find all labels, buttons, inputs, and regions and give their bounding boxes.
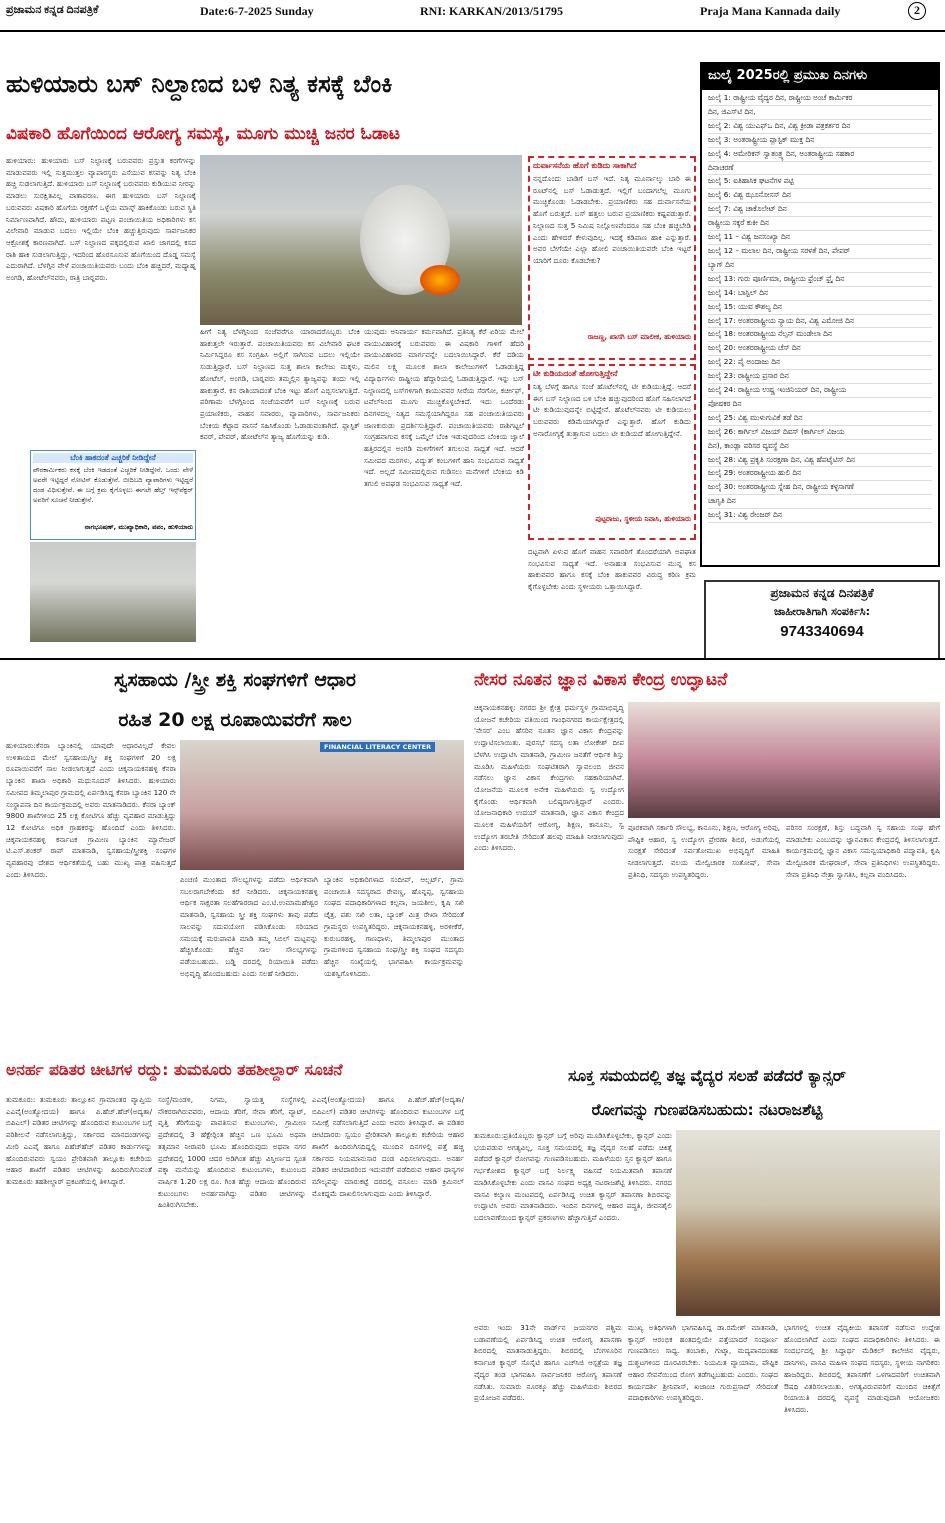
masthead-paper-name: Praja Mana Kannada daily [700, 4, 841, 18]
story5-headline-line-2: ರೋಗವನ್ನು ಗುಣಪಡಿಸಬಹುದು: ನಟರಾಜಶೆಟ್ಟಿ [591, 1101, 823, 1119]
july-day-item: ಜಾಗೃತಿ ದಿನ [708, 495, 932, 509]
story2-column-1: ಹುಳಿಯಾರು:ಕೆನರಾ ಬ್ಯಾಂಕಿನಲ್ಲಿ ಯಾವುದೇ ಆಧಾರವಿಲ್ಲದೆ ಕೇವಲ ಉಳಿತಾಯದ ಮೇಲೆ ಸ್ವಸಹಾಯ/ಸ್ತ್ರೀ ಶಕ್ತಿ ಸಂಘಗಳಿಗೆ 20 ಲಕ್ಷ ರೂಪಾಯಿವರೆಗೆ ಸಾಲ ನೀಡಲಾಗುತ್ತದೆ ಎಂದು ಚಿಕ್ಕನಾಯಕನಹಳ್ಳಿ ಕೆನರಾ ಬ್ಯಾಂಕಿನ ಶಾಖಾ ಅಧಿಕಾರಿ ಮಧುಸೂದನ್ ತಿಳಿಸಿದರು. ಹುಳಿಯಾರು ಸಮೀಪದ ತಿಮ್ಮಲಾಪುರ ಗ್ರಾಮದಲ್ಲಿ ಏರ್ಪಡಿಸಿದ್ದ ಕೆನರಾ ಬ್ಯಾಂಕಿನ 120 ನೇ ಸಂಸ್ಥಾಪನಾ ದಿನ ಕಾರ್ಯಕ್ರಮದಲ್ಲಿ ಅವರು ಮಾತನಾಡಿದರು. ಕೆನರಾ ಬ್ಯಾಂಕ್ 9800 ಶಾಖೆಗಳಿಂದ 25 ಲಕ್ಷ ಕೋಟಿಗೂ ಹೆಚ್ಚು ವ್ಯವಹಾರ ಮಾಡುತ್ತಿದ್ದು 12 ಕೋಟಿಗೂ ಅಧಿಕ ಗ್ರಾಹಕರನ್ನು ಹೊಂದಿದೆ ಎಂದು ತಿಳಿಸಿದರು. ಚಿಕ್ಕನಾಯಕನಹಳ್ಳಿ ಕರ್ನಾಟಕ ಗ್ರಾಮೀಣ ಬ್ಯಾಂಕಿನ ಮ್ಯಾನೇಜರ್ ಟಿ.ಎಸ್.ಶಂಕರ್ ರಾವ್ ಮಾತನಾಡಿ, ಸ್ವಸಹಾಯ/ಸ್ತ್ರೀಶಕ್ತಿ ಸಂಘಗಳ ವ್ಯವಹಾರವು ದೇಶದ ಆರ್ಥಿಕತೆಯಲ್ಲಿ ಬಹು ಮುಖ್ಯ ಪಾತ್ರ ವಹಿಸುತ್ತದೆ ಎಂದು ತಿಳಿಸಿದರು. [6, 741, 176, 879]
july-day-item: ಪೋಷಕರ ದಿನ [708, 398, 932, 412]
july-day-item: ಜುಲೈ 14: ಬಾಸ್ಟಿಲ್ ದಿನ [708, 287, 932, 301]
story3-column-2: ಪೂರಕವಾಗಿ ಸರ್ಕಾರಿ ಸೌಲಭ್ಯ, ಕಾನೂನು, ಶಿಕ್ಷಣ, ಆರೋಗ್ಯ ಅರಿವು, ಪೌಷ್ಟಿಕ ಆಹಾರ, ಸ್ವ ಉದ್ಯೋಗ ಪ್ರೇರಣಾ ಶಿಬಿರ, ಅಡುಗೆಯಲ್ಲಿ ಸುರಕ್ಷತೆ ಸೇರಿದಂತೆ ಸರ್ವತೋಮುಖ ಅಭಿವೃದ್ಧಿಗೆ ಮಾಹಿತಿ ನೀಡಲಾಗುತ್ತದೆ. ವಲಯ ಮೇಲ್ವಿಚಾರಕ ಸಂತೋಷ್, ಸೇವಾ ಪ್ರತಿನಿಧಿ, ಸದಸ್ಯರು ಉಪಸ್ಥಿತರಿದ್ದರು. [628, 823, 780, 879]
july-day-item: ಬ್ಯಾಗ್ ದಿನ [708, 259, 932, 273]
story4-column-1: ತುಮಕೂರು: ತುಮಕೂರು ತಾಲ್ಲೂಕಿನ ಗ್ರಾಮಾಂತರ ವ್ಯಾಪ್ತಿಯ ಎಎವೈ(ಅಂತ್ಯೋದಯ) ಹಾಗೂ ಪಿ.ಹೆಚ್.ಹೆಚ್(ಅದ್ಯತಾ/ಬಿಪಿಎಲ್) ಪಡಿತರ ಚೀಟಿಗಳನ್ನು ಹೊಂದಿರುವ ಕುಟುಂಬಗಳ ಬಗ್ಗೆ ಪರಿಶೀಲನೆ ನಡೆಸಲಾಗುತ್ತಿದ್ದು, ಸರ್ಕಾರದ ಮಾನದಂಡಗಳನ್ನು ಮೀರಿ ಎಎವೈ ಹಾಗೂ ಪಿಹೆಚ್‍ಹೆಚ್ ಪಡಿತರ ಕಾರ್ಡುಗಳನ್ನು ಹೊಂದಿರುವವರು ಸ್ವಯಂ ಪ್ರೇರಿತವಾಗಿ ತಾಲ್ಲೂಕು ಕಚೇರಿಯ ಆಹಾರ ಶಾಖೆಗೆ ಪಡಿತರ ಚೀಟಿಗಳನ್ನು ಹಿಂದಿರುಗಿಸುವಂತೆ ತುಮಕೂರು ತಹಶೀಲ್ದಾರ್ ಪ್ರಕಟಣೆಯಲ್ಲಿ ತಿಳಿಸಿದ್ದಾರೆ. [6, 1095, 152, 1186]
july-day-item: ದಿನಾಚರಣೆ [708, 162, 932, 176]
story4-headline: ಅನರ್ಹ ಪಡಿತರ ಚೀಟಿಗಳ ರದ್ದು: ತುಮಕೂರು ತಹಶೀಲ್ದಾರ್ ಸೂಚನೆ [6, 1061, 343, 1079]
july-day-item: ಜುಲೈ 23: ರಾಷ್ಟ್ರೀಯ ಪ್ರಸಾರ ದಿನ [708, 370, 932, 384]
section-divider [0, 658, 945, 660]
photo-banner-financial-literacy: FINANCIAL LITERACY CENTER [320, 742, 435, 752]
story2-headline-line-1: ಸ್ವಸಹಾಯ /ಸ್ತ್ರೀ ಶಕ್ತಿ ಸಂಘಗಳಿಗೆ ಆಧಾರ [114, 669, 356, 691]
july-day-item: ಜುಲೈ 30: ಅಂತರರಾಷ್ಟ್ರೀಯ ಸ್ನೇಹ ದಿನ, ರಾಷ್ಟ್ರೀಯ ಕಳ್ಳಸಾಗಣೆ [708, 481, 932, 495]
july-day-item: ಜುಲೈ 26: ಕಾರ್ಗಿಲ್ ವಿಜಯ್ ದಿವಸ್ (ಕಾರ್ಗಿಲ್ ವಿಜಯ [708, 426, 932, 440]
masthead-logo: ಪ್ರಜಾಮನ ಕನ್ನಡ ದಿನಪತ್ರಿಕೆ [6, 4, 99, 16]
story1-column-1: ಹುಳಿಯಾರು: ಹುಳಿಯಾರು ಬಸ್ ನಿಲ್ದಾಣಕ್ಕೆ ಬರುವವರು ಪ್ರಸ್ತುತ ಕರಗೆಗಳನ್ನು ಮಾಡುವವರು ಇಲ್ಲಿ ಸುತ್ತಮುತ್ತಲ ವ್ಯಾಪಾರಸ್ಥರು ಎಸೆಯುವ ಕಸವನ್ನು ನಿತ್ಯ ಬೆಂಕಿ ಹಚ್ಚಿ ಸುಡಲಾಗುತ್ತಿದೆ. ಹುಳಿಯಾರು ಬಸ್ ನಿಲ್ದಾಣಕ್ಕೆ ಬರುವವರು ಕುಡಿಯುವ ನೀರನ್ನು ಮಾಡಲು ಸುರಕ್ಷಿತವಿಲ್ಲ ವಾತಾವರಣ. ಈಗ ಹುಳಿಯಾರು ಬಸ್ ನಿಲ್ದಾಣಕ್ಕೆ ಬರುವವರು ವಿಷಕಾರಿ ಹೊಗೆಯ ರಕ್ತಣೆಗೆ ಒಳ್ಳೆಯ ಮಾಸ್ಕ್ ಹಾಕಿಕೊಂಡು ಬರುವ ಸ್ಥಿತಿ ನಿರ್ಮಾಣವಾಗಿದೆ. ಹೌದು, ಹುಳಿಯಾರು ಪಟ್ಟಣ ಪಂಚಾಯಿತಿಯ ಅಧಿಕಾರಿಗಳು ಕಸ ವಿಲೇವಾರಿ ಮಾಡುವ ಬದಲು ಇಲ್ಲಿಯೇ ಬೆಂಕಿ ಹಚ್ಚುತ್ತಿರುವುದು ಸಾರ್ವಜನಿಕರ ಆಕ್ರೋಶಕ್ಕೆ ಕಾರಣವಾಗಿದೆ. ಬಸ್ ನಿಲ್ದಾಣದ ಪಕ್ಕದಲ್ಲಿರುವ ಖಾಲಿ ಜಾಗದಲ್ಲಿ ಕಸದ ರಾಶಿ ಹಾಕಿ ಸುಡಲಾಗುತ್ತಿದ್ದು, ಇದರಿಂದ ಹೊರಸೂಸುವ ಹೊಗೆಯಿಂದ ದೊಡ್ಡ ಸಮಸ್ಯೆ ಎದುರಾಗಿದೆ. ಬೆಳಗ್ಗಿನ ವೇಳೆ ಪಂಚಾಯಿತಿಯವರು ಬಂದು ಬೆಂಕಿ ಹಚ್ಚಿದರೆ, ಮಧ್ಯಾಹ್ನ ಅಂಗಡಿ, ಹೋಟೆಲ್‍ನವರು, ರಾತ್ರಿ ಬಾರ್‍ನವರು. [6, 156, 196, 283]
story3-headline: ನೇಸರ ನೂತನ ಜ್ಞಾನ ವಿಕಾಸ ಕೇಂದ್ರ ಉದ್ಘಾಟನೆ [474, 670, 728, 690]
quote-box-bus-owner-text: ನನ್ನದೊಂದು ಬಾಡಿಗೆ ಬಸ್ ಇದೆ. ನಿತ್ಯ ಮೂರ್ನಾಲ್ಕು ಬಾರಿ ಈ ರೂಟ್‍ನಲ್ಲಿ ಬಸ್ ಓಡಾಡುತ್ತದೆ. ಇಲ್ಲಿಗೆ ಬಂದಾಗಲೆಲ್ಲ ಮೂಗು ಮುಚ್ಚಿಕೊಂಡು ಓಡಾಡಬೇಕು. ಪ್ರಯಾಣಿಕರು ಸಹ ದುರ್ವಾಸನೆಯ ಹೊಗೆ ಬರುತ್ತದೆ. ಬಸ್ ಹತ್ತಲು ಬರುವ ಪ್ರಯಾಣಿಕರು ಕಷ್ಟಪಡುತ್ತಾರೆ. ನಿಲ್ದಾಣದ ಸುತ್ತ 5 ನಿಮಿಷ ನಿಲ್ಲೋಣವೆಂದರೂ ಸಹ ಬೆಂಕಿ ಹಚ್ಚಬೇಡಿ ಎಂದು ಹೇಳಿದರೆ ಕೇಳುವುದಿಲ್ಲ. ಇದಕ್ಕೆ ಕಡಿವಾಣ ಹಾಕಿ ಎನ್ನುತ್ತಾರೆ. ಅವರ ಬೇಗೆಯೇ ಎಲ್ಲಾ ಹೋಲಿ ಪಂಚಾಯಿತಿಯವರೇ ಬೆಂಕಿ ಇಟ್ಟರೆ ಯಾರಿಗೆ ದೂರು ಕೊಡಬೇಕು? [533, 174, 691, 265]
july-day-item: ಜುಲೈ 7: ವಿಶ್ವ ಚಾಕೊಲೇಟ್ ದಿನ [708, 203, 932, 217]
quote-box-resident [528, 364, 696, 540]
july-day-item: ಜುಲೈ 28: ವಿಶ್ವ ಪ್ರಕೃತಿ ಸಂರಕ್ಷಣಾ ದಿನ, ವಿಶ್ವ ಹೆಪಟೈಟಿಸ್ ದಿನ [708, 454, 932, 468]
story1-photo-smoke [30, 542, 196, 642]
quote-box-resident-title: ಟೀ ಕುಡಿಯದಂತೆ ಹೋಗುತ್ತಿದ್ದೇನೆ [533, 369, 618, 378]
july-day-item: ಜುಲೈ 1: ರಾಷ್ಟ್ರೀಯ ವೈದ್ಯರ ದಿನ, ರಾಷ್ಟ್ರೀಯ ಅಂಚೆ ಕಾರ್ಮಿಕರ [708, 92, 932, 106]
story1-conclusion: ದಟ್ಟವಾಗಿ ಏಳುವ ಹೊಗೆ ವಾಹನ ಸವಾರರಿಗೆ ತೊಂದರೆಯಾಗಿ ಅಪಘಾತ ಸಂಭವಿಸುವ ಸಾಧ್ಯತೆ ಇದೆ. ಅನಾಹುತ ಸಂಭವಿಸುವ ಮುನ್ನ ಕಸ ಹಾಕುವವರ ಹಾಗೂ ಕಸಕ್ಕೆ ಬೆಂಕಿ ಹಾಕುವವರ ವಿರುದ್ಧ ಕಠಿಣ ಕ್ರಮ ಕೈಗೊಳ್ಳಬೇಕು ಎಂದು ಸ್ಥಳೀಯರು ಒತ್ತಾಯಿಸಿದ್ದಾರೆ. [528, 547, 696, 592]
july-day-item: ರಾಷ್ಟ್ರೀಯ ಸಕ್ಕರೆ ಕುಕೀ ದಿನ [708, 217, 932, 231]
july-important-days-box [700, 62, 940, 567]
story1-photo-burning-garbage [200, 155, 522, 325]
july-day-item: ಜುಲೈ 5: ಐತಿಹಾಸಿಕ ಘಟನೆಗಳ ಪಟ್ಟಿ [708, 175, 932, 189]
masthead-rni: RNI: KARKAN/2013/51795 [420, 4, 563, 18]
story4-column-2: ಸಂಸ್ಥೆ/ಮಂಡಳಿ, ನಿಗಮ, ಸ್ವಾಯತ್ತ ಸಂಸ್ಥೆಗಳಲ್ಲಿ ನೌಕರರಾಗಿರುವವರು, ಆದಾಯ ತೆರಿಗೆ, ಸೇವಾ ತೆರಿಗೆ, ವ್ಯಾಟ್, ವೃತ್ತಿ ತೆರಿಗೆಯನ್ನು ಪಾವತಿಸುವ ಕುಟುಂಬಗಳು, ಗ್ರಾಮೀಣ ಪ್ರದೇಶದಲ್ಲಿ 3 ಹೆಕ್ಟೇರ್‍ಗಿಂತ ಹೆಚ್ಚಿನ ಒಣ ಭೂಮಿ ಅಥವಾ ತತ್ಸಮಾನ ನೀರಾವರಿ ಭೂಮಿ ಹೊಂದಿರುವುದು ಅಥವಾ ನಗರ ಪ್ರದೇಶದಲ್ಲಿ 1000 ಚದರ ಅಡಿಗಿಂತ ಹೆಚ್ಚು ವಿಸ್ತೀರ್ಣದ ಸ್ವಂತ ಪಕ್ಕಾ ಮನೆಯನ್ನು ಹೊಂದಿರುವ ಕುಟುಂಬಗಳು, ಕುಟುಂಬದ ವಾರ್ಷಿಕ 1.20 ಲಕ್ಷ ರೂ. ಗಿಂತ ಹೆಚ್ಚು ಆದಾಯ ಹೊಂದಿರುವ ಕುಟುಂಬಗಳು ಅನರ್ಹವಾಗಿದ್ದು ಪಡಿತರ ಚೀಟಿಗಳನ್ನು ಹಿಂತಿರುಗಿಸಬೇಕು. [158, 1095, 306, 1210]
story5-column-2: ಮುಖ್ಯ ಅತಿಥಿಗಳಾಗಿ ಭಾಗವಹಿಸಿದ್ದ ಡಾ.ರಮೇಶ್ ಮಾತನಾಡಿ, ಕ್ಯಾನ್ಸರ್ ಆರಂಭಿಕ ಹಂತದಲ್ಲಿಯೇ ಪತ್ತೆಯಾದರೆ ಸಂಪೂರ್ಣ ಗುಣಪಡಿಸಲು ಸಾಧ್ಯ. ತಂಬಾಕು, ಗುಟ್ಕಾ, ಮದ್ಯಪಾನದಂತಹ ದುಶ್ಚಟಗಳಿಂದ ದೂರವಿರಬೇಕು. ನಿಯಮಿತ ವ್ಯಾಯಾಮ, ಪೌಷ್ಟಿಕ ಆಹಾರ ಸೇವನೆಯಿಂದ ರೋಗ ತಡೆಗಟ್ಟಬಹುದು ಎಂದರು. ಸಂಘದ ಕಾರ್ಯದರ್ಶಿ ಶ್ರೀನಿವಾಸ್, ಖಜಾಂಚಿ ಗುರುಪ್ರಸಾದ್ ಸೇರಿದಂತೆ ಪದಾಧಿಕಾರಿಗಳು ಉಪಸ್ಥಿತರಿದ್ದರು. [628, 1323, 778, 1403]
quote-box-chief-officer [30, 450, 196, 540]
ad-paper-name: ಪ್ರಜಾಮನ ಕನ್ನಡ ದಿನಪತ್ರಿಕೆ [770, 586, 874, 600]
story5-headline-line-1: ಸೂಕ್ತ ಸಮಯದಲ್ಲಿ ತಜ್ಞ ವೈದ್ಯರ ಸಲಹೆ ಪಡೆದರೆ ಕ್ಯಾನ್ಸರ್ [568, 1067, 846, 1085]
quote-box-chief-officer-text: ಪೌರಕಾರ್ಮಿಕರು ಕಸಕ್ಕೆ ಬೆಂಕಿ ಇಡದಂತೆ ಎಚ್ಚರಿಕೆ ನೀಡಿದ್ದೇನೆ. ಒಂದು ವೇಳೆ ಅವರೇ ಇಟ್ಟಿದ್ದರೆ ನೋಟಿಸ್ ಕೊಡುತ್ತೇನೆ. ಬೀದಿಬದಿ ವ್ಯಾಪಾರಿಗಳು ಇಟ್ಟಿದ್ದರೆ ದಂಡ ವಿಧಿಸುತ್ತೇವೆ. ಈ ಬಗ್ಗೆ ಕ್ರಮ ಕೈಗೊಳ್ಳಲು ಈಗಲೇ ಹೆಲ್ತ್ ಇನ್ಸ್‌ಪೆಕ್ಟರ್ ಅವರಿಗೆ ಸೂಚನೆ ನೀಡುತ್ತೇನೆ. [33, 466, 193, 504]
story1-column-3: ಯುವುದು ಅನಿವಾರ್ಯ ಕರ್ಮವಾಗಿದೆ. ಪ್ರತಿನಿತ್ಯ ಕೆರೆ ಏರಿಯ ಮೇಲೆ ವಾಯುವಿಹಾರಕ್ಕೆ ಬರುವವರು ಈ ವಿಷಕಾರಿ ಗಾಳಿಗೆ ಹೆದರಿ ವಾಯುವಿಹಾರದ ಮಾರ್ಗವನ್ನೇ ಬದಲಾಯಿಸಿದ್ದಾರೆ. ಕೆರೆ ದಡಿಯ ಮಲಿನ ಲಕ್ಷ್ಯ ಮೂಲಕ ಶಾಲಾ ಕಾಲೇಜುಗಳಿಗೆ ಓಡಾಡುತ್ತಿದ್ದ ವಿದ್ಯಾರ್ಥಿಗಳು ರಾಷ್ಟ್ರೀಯ ಹೆದ್ದಾರಿಯಲ್ಲಿ ಓಡಾಡುತ್ತಿದ್ದಾರೆ. ಇನ್ನು ಬಸ್ ನಿಲ್ದಾಣದಲ್ಲಿ ಬಸ್‍ಗಳಿಗಾಗಿ ಕಾಯುವವರ ಸೀರೆಯ ಸೆರಗೋ, ಕರ್ಚೀಫ್, ಟವೆಲ್‍ನಿಂದ ಮೂಗು ಮುಚ್ಚಿಕೊಳ್ಳಬೇಕಿದೆ. ಇದು ಒಂದೆರಡು ದಿನಗಳದಲ್ಲ ನಿತ್ಯದ ಸಮಸ್ಯೆಯಾಗಿದ್ದರೂ ಸಹ ಪಂಚಾಯಿತಿಯವರು ಜಾಣಕುರುಡು ಪ್ರದರ್ಶಿಸುತ್ತಿದ್ದಾರೆ. ಪಂಚಾಯಿತಿಯವರು ರಾಶಿಗಟ್ಟಲೆ ಸಂಗ್ರಹವಾಗುವ ಕಸಕ್ಕೆ ಒಮ್ಮೆಲೆ ಬೆಂಕಿ ಇಡುವುದರಿಂದ ಬೆಂಕಿಯ ಜ್ವಾಲೆ ಹತ್ತಿರದಲ್ಲಿನ ಅಂಗಡಿ ಮಳಿಗೆಗಳಿಗೆ ತಗುಲುವ ಸಾಧ್ಯತೆ ಇದೆ. ಆದರೆ ಸಮೀಪದ ಮರಗಳು, ವಿದ್ಯುತ್ ಕಂಬಗಳಿಗೆ ಹಾನಿ ಸಂಭವಿಸುವ ಸಾಧ್ಯತೆ ಇದೆ. ಅಲ್ಲದೆ ಸಮೀಪದಲ್ಲಿರುವ ಗುಡಿಸಲು ಮನೆಗಳಿಗೆ ಬೆಂಕಿಯ ಕಿಡಿ ತಗುಲಿ ಅವಘಡ ಸಂಭವಿಸುವ ಸಾಧ್ಯತೆ ಇದೆ. [364, 327, 524, 489]
july-day-item: ಜುಲೈ 11 – ವಿಶ್ವ ಜನಸಂಖ್ಯಾ ದಿನ [708, 231, 932, 245]
story1-headline: ಹುಳಿಯಾರು ಬಸ್ ನಿಲ್ದಾಣದ ಬಳಿ ನಿತ್ಯ ಕಸಕ್ಕೆ ಬೆಂಕಿ [6, 70, 393, 98]
story5-column-3: ಭಾಗಗಳಲ್ಲಿ ಉಚಿತ ವೈದ್ಯಕೀಯ ತಪಾಸಣೆ ನಡೆಸುವ ಉದ್ದೇಶ ಹೊಂದಲಾಗಿದೆ ಎಂದು ಸಂಘದ ಪದಾಧಿಕಾರಿಗಳು ತಿಳಿಸಿದರು. ಈ ಸಂದರ್ಭದಲ್ಲಿ ಶ್ರೀ ಸಿದ್ಧಾರ್ಥ ಮೆಡಿಕಲ್ ಕಾಲೇಜಿನ ವೈದ್ಯರು, ದಾನಿಗಳು, ವಾಸವಿ ಮಹಿಳಾ ಸಂಘದ ಸದಸ್ಯರು, ಸ್ಥಳೀಯ ನಾಗರಿಕರು ಹಾಜರಿದ್ದರು. ಶಿಬಿರದಲ್ಲಿ ತಪಾಸಣೆಗೆ ಒಳಗಾದವರಿಗೆ ಉಚಿತವಾಗಿ ಔಷಧಿ ವಿತರಿಸಲಾಯಿತು. ಅಗತ್ಯವಿರುವವರಿಗೆ ಮುಂದಿನ ಚಿಕಿತ್ಸೆಗೆ ರಿಯಾಯಿತಿ ದರದಲ್ಲಿ ವ್ಯವಸ್ಥೆ ಮಾಡುವುದಾಗಿ ಆಯೋಜಕರು ತಿಳಿಸಿದರು. [784, 1323, 940, 1414]
quote-box-chief-officer-title: ಬೆಂಕಿ ಹಾಕದಂತೆ ಎಚ್ಚರಿಕೆ ನೀಡಿದ್ದೇನೆ [33, 453, 193, 463]
quote-box-resident-text: ನಿತ್ಯ ಬೆಳಗ್ಗೆ ಹಾಗೂ ಸಂಜೆ ಹೊಟೆಲ್‍ನಲ್ಲಿ ಟೀ ಕುಡಿಯುತ್ತಿದ್ದೆ. ಆದರೆ ಈಗ ಬಸ್ ನಿಲ್ದಾಣದ ಬಳಿ ಬೆಂಕಿ ಹಚ್ಚುವುದರಿಂದ ಹೊಗೆ ಸಹಿಸಲಾಗದೆ ಟೀ ಕುಡಿಯುವುದನ್ನೇ ಬಿಟ್ಟಿದ್ದೇನೆ. ಹೊಟೆಲ್‍ನವರು ಟೀ ಕುಡಿಯಲು ಬರುವವರು ಕಡಿಮೆಯಾಗಿದ್ದಾರೆ ಎನ್ನುತ್ತಾರೆ. ಹೊಗೆ ಕುಡಿದು ಅನಾರೋಗ್ಯಕ್ಕೆ ತುತ್ತಾಗುವ ಬದಲು ಟೀ ಕುಡಿಯದೆ ಹೋಗುತ್ತಿದ್ದೇನೆ. [533, 382, 691, 438]
story2-headline-line-2: ರಹಿತ 20 ಲಕ್ಷ ರೂಪಾಯಿವರೆಗೆ ಸಾಲ [118, 709, 352, 731]
ad-phone-number: 9743340694 [780, 623, 864, 640]
july-day-item: ಜುಲೈ 20: ಅಂತರರಾಷ್ಟ್ರೀಯ ಚೆಸ್ ದಿನ [708, 342, 932, 356]
quote-box-bus-owner-signature: ರಾಜಣ್ಣ, ಖಾಸಗಿ ಬಸ್ ಮಾಲೀಕ, ಹುಳಿಯಾರು [587, 333, 691, 341]
july-day-item: ಜುಲೈ 18: ಅಂತರರಾಷ್ಟ್ರೀಯ ನೆಲ್ಸನ್ ಮಂಡೇಲಾ ದಿನ [708, 328, 932, 342]
july-day-item: ಜುಲೈ 29: ಅಂತರರಾಷ್ಟ್ರೀಯ ಹುಲಿ ದಿನ [708, 467, 932, 481]
july-day-item: ಜುಲೈ 4: ಅಮೇರಿಕನ್ ಸ್ವಾತಂತ್ರ್ಯ ದಿನ, ಅಂತರಾಷ್ಟ್ರೀಯ ಸಹಕಾರ [708, 148, 932, 162]
july-day-item: ಜುಲೈ 17: ಅಂತರರಾಷ್ಟ್ರೀಯ ನ್ಯಾಯ ದಿನ, ವಿಶ್ವ ಎಮೋಜಿ ದಿನ [708, 315, 932, 329]
july-day-item: ಜುಲೈ 25: ವಿಶ್ವ ಮುಳುಗುವಿಕೆ ತಡೆ ದಿನ [708, 412, 932, 426]
july-day-item: ಜುಲೈ 6: ವಿಶ್ವ ಝೂನೋಸಸ್ ದಿನ [708, 189, 932, 203]
july-day-item: ಜುಲೈ 15: ಯುವ ಕೌಶಲ್ಯ ದಿನ [708, 301, 932, 315]
quote-box-bus-owner-title: ದುರ್ವಾಸನೆಯ ಹೊಗೆ ಕುಡಿದು ಸಾಕಾಗಿದೆ [533, 161, 637, 170]
july-days-list [702, 90, 938, 525]
july-day-item: ಜುಲೈ 13: ಗುರು ಪೂರ್ಣಿಮಾ, ರಾಷ್ಟ್ರೀಯ ಫ್ರೆಂಚ್ ಫ್ರೈ ದಿನ [708, 273, 932, 287]
july-day-item: ಜುಲೈ 3: ಅಂತರಾಷ್ಟ್ರೀಯ ಪ್ಲಾಸ್ಟಿಕ್ ಮುಕ್ತ ದಿನ [708, 134, 932, 148]
story3-photo-inauguration [628, 702, 940, 818]
july-day-item: ಜುಲೈ 2: ವಿಶ್ವ ಯುಎಫ್ಒ ದಿನ, ವಿಶ್ವ ಕ್ರೀಡಾ ಪತ್ರಕರ್ತರ ದಿನ [708, 120, 932, 134]
masthead [0, 0, 945, 32]
story1-column-2: ಹೀಗೆ ನಿತ್ಯ ಬೆಳಗ್ಗಿನಿಂದ ಸಂಜೆವರೆಗೂ ಯಾರಾದರೊಬ್ಬರು ಬೆಂಕಿ ಹಾಕುತ್ತಲೇ ಇರುತ್ತಾರೆ. ಪಂಚಾಯಿತಿಯವರು ಕಸ ವಿಲೇವಾರಿ ಘಟಕ ನಿರ್ಮಿಸಿದ್ದರೂ ಕಸ ಸಂಗ್ರಹಿಸಿ ಅಲ್ಲಿಗೆ ಸಾಗಿಸುವ ಬದಲು ಇಲ್ಲಿಯೇ ಸುಡುತ್ತಿದ್ದಾರೆ. ಬಸ್ ನಿಲ್ದಾಣದ ಸುತ್ತ ಶಾಲಾ ಕಾಲೇಜು ಮಕ್ಕಳು, ಹೋಟೆಲ್, ಅಂಗಡಿ, ಬಾರ್‍ನವರು ತಮ್ಮಲ್ಲಿನ ತ್ಯಾಜ್ಯವನ್ನು ತಂದು ಇಲ್ಲಿ ಹಾಕುತ್ತಾರೆ. ಕಸ ರಾಶಿಯಾದಂತೆ ಬೆಂಕಿ ಇಟ್ಟು ಹೊಗೆ ಎಬ್ಬಿಸಲಾಗುತ್ತಿದೆ. ಪರಿಣಾಮ ಬೆಳಗ್ಗಿನಿಂದ ಸಂಜೆಯವರೆಗೆ ಬಸ್ ನಿಲ್ದಾಣಕ್ಕೆ ಬರುವ ಪ್ರಯಾಣಿಕರು, ವಾಹನ ಸವಾರರು, ವ್ಯಾಪಾರಿಗಳು, ಸಾರ್ವಜನಿಕರು ಬೆಂಕಿಯ ಕೆಟ್ಟಾದ ವಾಸನೆ ಸಹಿಸಿಕೊಂಡು ಓಡಾಡುವಂತಾಗಿದೆ. ಪ್ಲಾಸ್ಟಿಕ್ ಕವರ್, ಪೇಪರ್, ಹೋಟೆಲ್‍ನ ತ್ಯಾಜ್ಯ ಹೊಗೆಯನ್ನು ಕುಡಿ. [200, 327, 360, 442]
july-day-item: ದಿನ, ಜಿಎಸ್‌ಟಿ ದಿನ, [708, 106, 932, 120]
story2-column-3: ಬ್ಯಾಂಕಿನ ಅಧಿಕಾರಿಗಳಾದ ಸಂದೀಪ್, ಆಲ್ಬರ್ಟ್, ಗ್ರಾಮ ಪಂಚಾಯಿತಿ ಸದಸ್ಯರಾದ ರೇವಣ್ಣ, ಹೊನ್ನಪ್ಪ, ಸ್ವಸಹಾಯ ಸಂಘದ ಪದಾಧಿಕಾರಿಗಳಾದ ಕಲ್ಪನಾ, ಜಯಶೀಲ, ಕೃಷಿ ಸಖಿ ಚೈತ್ರ, ಪಶು ಸಖಿ ಲತಾ, ಬ್ಯಾಂಕ್ ಮಿತ್ರ ರೇಖಾ ಸೇರಿದಂತೆ ಗ್ರಾಮಸ್ಥರು ಉಪಸ್ಥಿತರಿದ್ದರು. ಚಿಕ್ಕನಾಯಕನಹಳ್ಳಿ, ಅರಳೀಕೆರೆ, ಕುರುಬರಹಳ್ಳಿ, ಗಾಣಧಾಳು, ತಿಮ್ಮಲಾಪುರ ಮುಂತಾದ ಗ್ರಾಮಗಳಿಂದ ಸ್ವಸಹಾಯ ಸಂಘ/ಸ್ತ್ರೀ ಶಕ್ತಿ ಸಂಘದ ಸದಸ್ಯರು ಹೆಚ್ಚಿನ ಸಂಖ್ಯೆಯಲ್ಲಿ ಭಾಗವಹಿಸಿ ಕಾರ್ಯಕ್ರಮವನ್ನು ಯಶಸ್ವಿಗೊಳಿಸಿದರು. [324, 875, 464, 978]
july-day-item: ಜುಲೈ 22: ಪೈ ಅಂದಾಜು ದಿನ [708, 356, 932, 370]
story3-column-1: ಚಿಕ್ಕನಾಯಕನಹಳ್ಳಿ: ನಗರದ ಶ್ರೀ ಕ್ಷೇತ್ರ ಧರ್ಮಸ್ಥಳ ಗ್ರಾಮಾಭಿವೃದ್ಧಿ ಯೋಜನೆ ಕಚೇರಿಯ ವತಿಯಿಂದ ಗಾಂಧಿನಗರದ ಕಾರ್ಯಕ್ಷೇತ್ರದಲ್ಲಿ 'ನೇಸರ' ಎಂಬ ಹೆಸರಿನ ನೂತನ ಜ್ಞಾನ ವಿಕಾಸ ಕೇಂದ್ರವನ್ನು ಉದ್ಘಾಟಿಸಲಾಯಿತು. ಪುರಸಭೆ ಸದಸ್ಯ ಲತಾ ಲೋಕೇಶ್ ದೀಪ ಬೆಳಗಿಸಿ ಉದ್ಘಾಟಿಸಿ ಮಾತನಾಡಿ, ಗ್ರಾಮೀಣ ಜನತೆಗೆ ಆರ್ಥಿಕ ಶಿಸ್ತು ಮೂಡಿಸಿ ಮಹಿಳೆಯರು ಸಂಘಟಿತರಾಗಿ ಸ್ವಾವಲಂಬಿ ಜೀವನ ನಡೆಸಲು ಜ್ಞಾನ ವಿಕಾಸ ಕೇಂದ್ರಗಳು ಸಹಕಾರಿಯಾಗಿವೆ. ಯೋಜನೆಯ ಮೂಲಕ ಅನೇಕ ಮಹಿಳೆಯರು ಸ್ವ ಉದ್ಯೋಗ ಕೈಗೊಂಡು ಆರ್ಥಿಕವಾಗಿ ಬಲಿಷ್ಠರಾಗುತ್ತಿದ್ದಾರೆ ಎಂದರು. ಯೋಜನಾಧಿಕಾರಿ ಉದಯ್ ಮಾತನಾಡಿ, ಜ್ಞಾನ ವಿಕಾಸ ಕೇಂದ್ರದ ಮೂಲಕ ಮಹಿಳೆಯರಿಗೆ ಆರೋಗ್ಯ, ಶಿಕ್ಷಣ, ಕಾನೂನು, ಸ್ವ ಉದ್ಯೋಗ ತರಬೇತಿ ಸೇರಿದಂತೆ ಹಲವು ಮಾಹಿತಿ ನೀಡಲಾಗುವುದು ಎಂದು ತಿಳಿಸಿದರು. [474, 703, 624, 853]
ad-contact-label: ಜಾಹೀರಾತಿಗಾಗಿ ಸಂಪರ್ಕಿಸಿ: [773, 605, 871, 618]
july-box-title: ಜುಲೈ 2025ರಲ್ಲಿ ಪ್ರಮುಖ ದಿನಗಳು [702, 64, 938, 90]
story2-column-2: ಪಿಂಚಣಿ ಮುಂತಾದ ಸೌಲಭ್ಯಗಳನ್ನು ಪಡೆದು ಆರ್ಥಿಕವಾಗಿ ಸಬಲರಾಗಬೇಕೆಂದು ಕರೆ ನೀಡಿದರು. ಚಿಕ್ಕನಾಯಕನಹಳ್ಳಿ ಆರ್ಥಿಕ ಸಾಕ್ಷರತಾ ಸಲಹೆಗಾರರಾದ ಎಂ.ಟಿ.ಉಮಾಮಹೇಶ್ವರ ಮಾತನಾಡಿ, ಸ್ವಸಹಾಯ ಸ್ತ್ರೀ ಶಕ್ತಿ ಸಂಘಗಳು ತಾವು ಪಡೆದ ಸಾಲವನ್ನು ಸದುಪಯೋಗ ಪಡಿಸಿಕೊಂಡು ಸರಿಯಾದ ಸಮಯಕ್ಕೆ ಮರುಪಾವತಿ ಮಾಡಿ ತಮ್ಮ ಸಿಬಿಲ್ ಮಟ್ಟವನ್ನು ಹೆಚ್ಚಿಸಿಕೊಂಡು ಹೆಚ್ಚಿನ ಸಾಲ ಸೌಲಭ್ಯಗಳನ್ನು ಪಡೆಯಬಹುದು. ಬಡ್ಡಿ ದರದಲ್ಲಿ ರಿಯಾಯಿತಿ ಪಡೆದು ಅಭಿವೃದ್ಧಿ ಹೊಂದಬಹುದು ಎಂದು ಸಲಹೆ ನೀಡಿದರು. [180, 875, 318, 978]
quote-box-resident-signature: ಪುಟ್ಟರಾಜು, ಸ್ಥಳೀಯ ನಿವಾಸಿ, ಹುಳಿಯಾರು [595, 515, 691, 523]
story5-photo-health-camp [676, 1130, 940, 1316]
masthead-date: Date:6-7-2025 Sunday [200, 4, 314, 18]
story5-column-1: ಅವರು ಇಂದು 31ನೇ ವಾರ್ಡ್‍ನ ಜಯನಗರ ಪಶ್ಚಿಮ ಬಡಾವಣೆಯಲ್ಲಿ ಏರ್ಪಡಿಸಿದ್ದ ಉಚಿತ ಆರೋಗ್ಯ ತಪಾಸಣಾ ಶಿಬಿರದಲ್ಲಿ ಮಾತನಾಡುತ್ತಿದ್ದರು. ಶಿಬಿರದಲ್ಲಿ ಬೆಂಗಳೂರಿನ ಕರ್ನಾಟಕ ಕ್ಯಾನ್ಸರ್ ಸೊಸೈಟಿ ಹಾಗೂ ಎಚ್‍ಸಿಜಿ ಆಸ್ಪತ್ರೆಯ ತಜ್ಞ ವೈದ್ಯರ ತಂಡ ಭಾಗವಹಿಸಿ ಸಾರ್ವಜನಿಕರ ಆರೋಗ್ಯ ತಪಾಸಣೆ ನಡೆಸಿತು. ಸುಮಾರು ನೂರಕ್ಕೂ ಹೆಚ್ಚು ಮಹಿಳೆಯರು ಶಿಬಿರದ ಪ್ರಯೋಜನ ಪಡೆದರು. [474, 1323, 622, 1403]
july-day-item: ಜುಲೈ 12 – ಮಲಾಲ ದಿನ, ರಾಷ್ಟ್ರೀಯ ಸರಳತೆ ದಿನ, ಪೇಪರ್ [708, 245, 932, 259]
story3-column-3: ಪರಿಸರ ಸಂರಕ್ಷಣೆ, ಶಿಸ್ತು ಬದ್ಧವಾಗಿ ಸ್ವ ಸಹಾಯ ಸಂಘ ಹೇಗೆ ಮಾಡಬೇಕು ಎಂಬುದನ್ನು ಜ್ಞಾನವಿಕಾಸ ಕೇಂದ್ರದಲ್ಲಿ ತಿಳಿಸಲಾಗುತ್ತದೆ. ಕಾರ್ಯಕ್ರಮದಲ್ಲಿ ಜ್ಞಾನ ವಿಕಾಸ ಸಮನ್ವಯಾಧಿಕಾರಿ ಪದ್ಮಾವತಿ, ಕೃಷಿ ಮೇಲ್ವಿಚಾರಕ ಮೇಘರಾಜ್, ಸೇವಾ ಪ್ರತಿನಿಧಿಗಳು ಉಪಸ್ಥಿತರಿದ್ದರು. ಸೇವಾ ಪ್ರತಿನಿಧಿ ನೇತ್ರಾ ಸ್ವಾಗತಿಸಿ, ಕಲ್ಪನಾ ವಂದಿಸಿದರು. [786, 823, 940, 879]
story2-photo-bank-event [180, 740, 464, 870]
quote-box-bus-owner [528, 156, 696, 360]
july-day-item: ಜುಲೈ 31: ವಿಶ್ವ ರೇಂಜರ್ ದಿನ [708, 509, 932, 523]
quote-box-chief-officer-signature: ನಾಗಭೂಷಣ್, ಮುಖ್ಯಾಧಿಕಾರಿ, ಪಪಂ, ಹುಳಿಯಾರು [84, 523, 193, 531]
july-day-item: ಜುಲೈ 24: ರಾಷ್ಟ್ರೀಯ ಉಷ್ಣ ಇಂಜಿನಿಯರ್ ದಿನ, ರಾಷ್ಟ್ರೀಯ [708, 384, 932, 398]
advertisement-box [704, 580, 940, 660]
story4-column-3: ಎಎವೈ(ಅಂತ್ಯೋದಯ) ಹಾಗೂ ಪಿ.ಹೆಚ್.ಹೆಚ್(ಅದ್ಯತಾ/ಬಿಪಿಎಲ್) ಪಡಿತರ ಚೀಟಿಗಳನ್ನು ಹೊಂದಿರುವ ಕುಟುಂಬಗಳ ಬಗ್ಗೆ ಸಮೀಕ್ಷೆ ನಡೆಸಲಾಗುತ್ತಿದೆ ಎಂದು ಅವರು ತಿಳಿಸಿದ್ದಾರೆ. ಈ ಪಡಿತರ ಚೀಟಿದಾರರು ಸ್ವಯಂ ಪ್ರೇರಿತವಾಗಿ ತಾಲ್ಲೂಕು ಕಚೇರಿಯ ಆಹಾರ ಶಾಖೆಗೆ ಹಿಂದಿರುಗಿಸದಿದ್ದಲ್ಲಿ ಮುಂದಿನ ದಿನಗಳಲ್ಲಿ ಪತ್ತೆ ಹಚ್ಚಿ ಸರ್ಕಾರದ ನಿಯಮಾನುಸಾರ ದಂಡ ವಿಧಿಸಲಾಗುವುದು. ಅನರ್ಹ ಪಡಿತರ ಚೀಟಿದಾರರಿಂದ ಇದುವರೆಗೆ ಪಡೆದಿರುವ ಆಹಾರ ಧಾನ್ಯಗಳ ಮೌಲ್ಯವನ್ನು ಮಾರುಕಟ್ಟೆ ದರದಲ್ಲಿ ವಸೂಲು ಮಾಡಿ ಕ್ರಿಮಿನಲ್ ಮೊಕದ್ದಮೆ ದಾಖಲಿಸಲಾಗುವುದು ಎಂದು ತಿಳಿಸಿದ್ದಾರೆ. [312, 1095, 464, 1198]
story5-intro: ತುಮಕೂರು:ಪ್ರತಿಯೊಬ್ಬರು ಕ್ಯಾನ್ಸರ್ ಬಗ್ಗೆ ಅರಿವು ಮೂಡಿಸಿಕೊಳ್ಳಬೇಕು, ಕ್ಯಾನ್ಸರ್ ಎಂದು ಭಯಪಡುವ ಅಗತ್ಯವಿಲ್ಲ, ಸೂಕ್ತ ಸಮಯದಲ್ಲಿ ತಜ್ಞ ವೈದ್ಯರ ಸಲಹೆ ಪಡೆದು ಚಿಕಿತ್ಸೆ ಪಡೆದರೆ ಕ್ಯಾನ್ಸರ್ ರೋಗವನ್ನು ಗುಣಪಡಿಸಬಹುದು. ಮಹಿಳೆಯರು ಸ್ತನ ಕ್ಯಾನ್ಸರ್ ಹಾಗೂ ಗರ್ಭಕೋಶದ ಕ್ಯಾನ್ಸರ್ ಬಗ್ಗೆ ನಿರ್ಲಕ್ಷ್ಯ ವಹಿಸದೆ ನಿಯಮಿತವಾಗಿ ತಪಾಸಣೆ ಮಾಡಿಸಿಕೊಳ್ಳಬೇಕು ಎಂದು ವಾಸವಿ ಸಂಘದ ಅಧ್ಯಕ್ಷ ನಟರಾಜಶೆಟ್ಟಿ ತಿಳಿಸಿದರು. ನಗರದ ವಾಸವಿ ಕಲ್ಯಾಣ ಮಂಟಪದಲ್ಲಿ ಏರ್ಪಡಿಸಿದ್ದ ಉಚಿತ ಕ್ಯಾನ್ಸರ್ ತಪಾಸಣಾ ಶಿಬಿರವನ್ನು ಉದ್ಘಾಟಿಸಿ ಅವರು ಮಾತನಾಡಿದರು. ಇಂದಿನ ದಿನಗಳಲ್ಲಿ ಆಹಾರ ಪದ್ಧತಿ, ಜೀವನಶೈಲಿ ಬದಲಾವಣೆಯಿಂದ ಕ್ಯಾನ್ಸರ್ ಪ್ರಕರಣಗಳು ಹೆಚ್ಚಾಗುತ್ತಿವೆ ಎಂದರು. [474, 1131, 672, 1222]
july-day-item: ದಿನ), ಕಾಂಡ್ಲಾ ಪರಿಸರ ವ್ಯವಸ್ಥೆ ದಿನ [708, 440, 932, 454]
page-number: 2 [908, 2, 926, 20]
story1-subhead: ವಿಷಕಾರಿ ಹೊಗೆಯಿಂದ ಆರೋಗ್ಯ ಸಮಸ್ಯೆ, ಮೂಗು ಮುಚ್ಚಿ ಜನರ ಓಡಾಟ [6, 124, 400, 144]
